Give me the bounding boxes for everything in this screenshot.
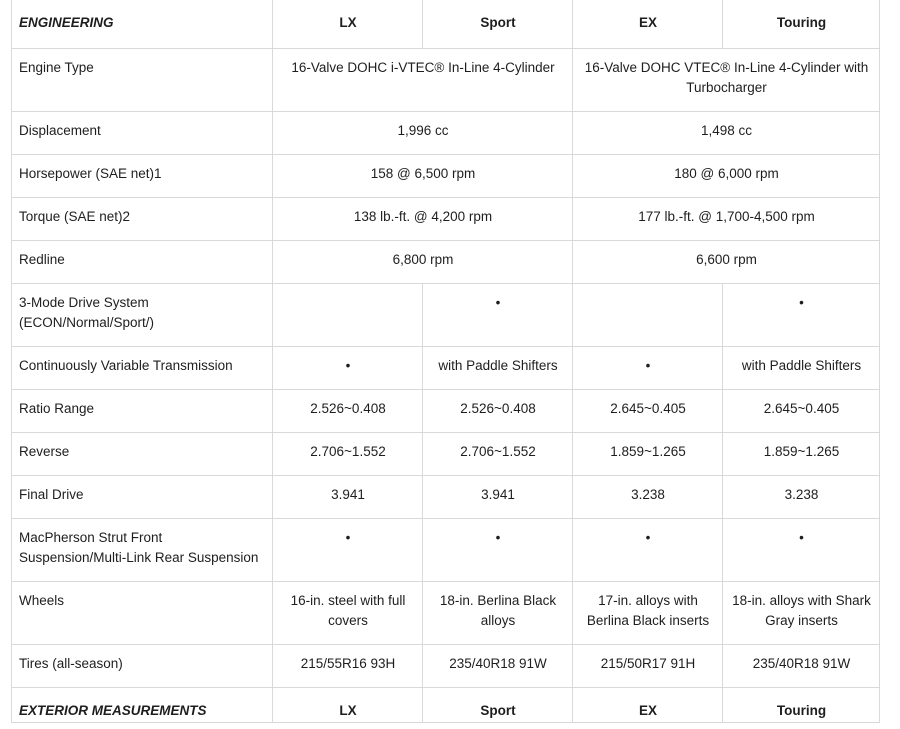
table-row [12, 644, 880, 687]
table-row [12, 48, 880, 111]
cell-touring: 18-in. alloys with Shark Gray inserts [723, 581, 880, 644]
cell-sport: 2.526~0.408 [423, 389, 573, 432]
cell-ex-touring: 180 @ 6,000 rpm [573, 154, 880, 197]
row-label-drive-system: 3-Mode Drive System (ECON/Normal/Sport/) [12, 283, 273, 346]
cell-touring: with Paddle Shifters [723, 346, 880, 389]
cell-ex: 1.859~1.265 [573, 432, 723, 475]
cell-lx-sport: 1,996 cc [273, 111, 573, 154]
trim-header-touring: Touring [723, 0, 880, 48]
cell-lx-sport: 158 @ 6,500 rpm [273, 154, 573, 197]
cell-lx: 2.706~1.552 [273, 432, 423, 475]
cell-touring: • [723, 283, 880, 346]
table-row [12, 154, 880, 197]
cell-sport: 18-in. Berlina Black alloys [423, 581, 573, 644]
cell-ex: • [573, 518, 723, 581]
cell-sport: 235/40R18 91W [423, 644, 573, 687]
cell-ex: • [573, 346, 723, 389]
trim-header-lx: LX [273, 687, 423, 722]
cell-touring: • [723, 518, 880, 581]
cell-ex: 215/50R17 91H [573, 644, 723, 687]
cell-lx: 2.526~0.408 [273, 389, 423, 432]
row-label-wheels: Wheels [12, 581, 273, 644]
row-label-reverse: Reverse [12, 432, 273, 475]
cell-lx: 215/55R16 93H [273, 644, 423, 687]
row-label-engine-type: Engine Type [12, 48, 273, 111]
cell-touring: 2.645~0.405 [723, 389, 880, 432]
cell-ex: 17-in. alloys with Berlina Black inserts [573, 581, 723, 644]
cell-touring: 3.238 [723, 475, 880, 518]
row-label-final-drive: Final Drive [12, 475, 273, 518]
cell-lx: • [273, 518, 423, 581]
trim-header-sport: Sport [423, 0, 573, 48]
cell-sport: 3.941 [423, 475, 573, 518]
engineering-header-row [12, 0, 880, 48]
trim-header-ex: EX [573, 687, 723, 722]
trim-header-sport: Sport [423, 687, 573, 722]
table-row [12, 240, 880, 283]
cell-lx-sport: 6,800 rpm [273, 240, 573, 283]
table-row [12, 197, 880, 240]
cell-lx: 16-in. steel with full covers [273, 581, 423, 644]
table-row [12, 389, 880, 432]
section-title-exterior: EXTERIOR MEASUREMENTS [12, 687, 273, 722]
cell-ex-touring: 1,498 cc [573, 111, 880, 154]
cell-ex [573, 283, 723, 346]
cell-lx: 3.941 [273, 475, 423, 518]
row-label-cvt: Continuously Variable Transmission [12, 346, 273, 389]
table-row [12, 346, 880, 389]
cell-sport: • [423, 518, 573, 581]
trim-header-touring: Touring [723, 687, 880, 722]
cell-ex: 3.238 [573, 475, 723, 518]
cell-sport: with Paddle Shifters [423, 346, 573, 389]
table-row [12, 518, 880, 581]
cell-lx-sport: 138 lb.-ft. @ 4,200 rpm [273, 197, 573, 240]
cell-sport: • [423, 283, 573, 346]
exterior-header-row [12, 687, 880, 722]
specifications-table [11, 0, 880, 723]
trim-header-ex: EX [573, 0, 723, 48]
section-title-engineering: ENGINEERING [12, 0, 273, 48]
cell-ex: 2.645~0.405 [573, 389, 723, 432]
row-label-tires: Tires (all-season) [12, 644, 273, 687]
cell-ex-touring: 16-Valve DOHC VTEC® In-Line 4-Cylinder with Turbocharger [573, 48, 880, 111]
row-label-ratio-range: Ratio Range [12, 389, 273, 432]
row-label-redline: Redline [12, 240, 273, 283]
table-row [12, 581, 880, 644]
row-label-displacement: Displacement [12, 111, 273, 154]
row-label-torque: Torque (SAE net)2 [12, 197, 273, 240]
cell-touring: 1.859~1.265 [723, 432, 880, 475]
cell-lx: • [273, 346, 423, 389]
cell-lx-sport: 16-Valve DOHC i-VTEC® In-Line 4-Cylinder [273, 48, 573, 111]
cell-ex-touring: 6,600 rpm [573, 240, 880, 283]
table-row [12, 475, 880, 518]
row-label-horsepower: Horsepower (SAE net)1 [12, 154, 273, 197]
table-row [12, 111, 880, 154]
trim-header-lx: LX [273, 0, 423, 48]
cell-sport: 2.706~1.552 [423, 432, 573, 475]
table-row [12, 283, 880, 346]
cell-lx [273, 283, 423, 346]
row-label-suspension: MacPherson Strut Front Suspension/Multi-Link Rear Suspension [12, 518, 273, 581]
table-row [12, 432, 880, 475]
cell-ex-touring: 177 lb.-ft. @ 1,700-4,500 rpm [573, 197, 880, 240]
cell-touring: 235/40R18 91W [723, 644, 880, 687]
